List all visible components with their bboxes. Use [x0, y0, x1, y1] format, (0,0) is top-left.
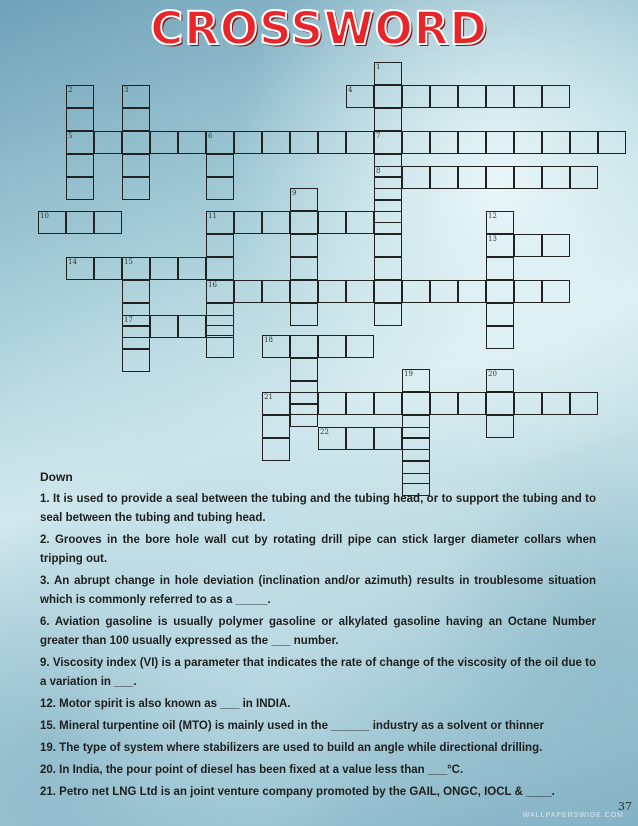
grid-cell[interactable] — [290, 234, 318, 257]
grid-cell[interactable] — [122, 154, 150, 177]
grid-cell[interactable] — [66, 177, 94, 200]
grid-cell[interactable] — [66, 85, 94, 108]
grid-cell[interactable] — [66, 211, 94, 234]
clue-number: 13 — [488, 235, 497, 243]
grid-cell[interactable] — [206, 234, 234, 257]
grid-cell[interactable] — [542, 85, 570, 108]
grid-cell[interactable] — [486, 166, 514, 189]
grid-cell[interactable] — [206, 315, 234, 338]
grid-cell[interactable] — [458, 131, 486, 154]
page-number: 37 — [618, 800, 632, 813]
clue-number: 22 — [320, 428, 329, 436]
grid-cell[interactable] — [402, 392, 430, 415]
grid-cell[interactable] — [150, 257, 178, 280]
grid-cell[interactable] — [486, 326, 514, 349]
grid-cell[interactable] — [290, 131, 318, 154]
grid-cell[interactable] — [486, 369, 514, 392]
grid-cell[interactable] — [346, 280, 374, 303]
grid-cell[interactable] — [66, 257, 94, 280]
grid-cell[interactable] — [486, 303, 514, 326]
grid-cell[interactable] — [290, 335, 318, 358]
grid-cell[interactable] — [402, 369, 430, 392]
grid-cell[interactable] — [374, 392, 402, 415]
clue-number: 21 — [264, 393, 273, 401]
clue-number: 9 — [292, 189, 297, 197]
grid-cell[interactable] — [122, 257, 150, 280]
clue-number: 20 — [488, 370, 497, 378]
page-title: CROSSWORD — [150, 2, 488, 55]
clue-down-3: 3. An abrupt change in hole deviation (inclination and/or azimuth) results in troublesome situation which is commonly referred to as a _____. — [40, 575, 596, 606]
grid-cell[interactable] — [290, 280, 318, 303]
grid-cell[interactable] — [66, 108, 94, 131]
clue-down-2: 2. Grooves in the bore hole wall cut by rotating drill pipe can stick larger diameter collars when tripping out. — [40, 534, 596, 565]
grid-cell[interactable] — [318, 131, 346, 154]
grid-cell[interactable] — [486, 392, 514, 415]
clue-number: 2 — [68, 86, 73, 94]
grid-cell[interactable] — [402, 427, 430, 450]
grid-cell[interactable] — [122, 349, 150, 372]
grid-cell[interactable] — [374, 427, 402, 450]
grid-cell[interactable] — [234, 280, 262, 303]
grid-cell[interactable] — [262, 335, 290, 358]
grid-cell[interactable] — [206, 335, 234, 358]
grid-cell[interactable] — [486, 211, 514, 234]
clue-number: 10 — [40, 212, 49, 220]
grid-cell[interactable] — [262, 438, 290, 461]
grid-cell[interactable] — [318, 335, 346, 358]
grid-cell[interactable] — [486, 415, 514, 438]
clue-down-21: 21. Petro net LNG Ltd is an joint venture company promoted by the GAIL, ONGC, IOCL & ____. — [40, 786, 555, 798]
grid-cell[interactable] — [570, 131, 598, 154]
grid-cell[interactable] — [262, 392, 290, 415]
clue-number: 4 — [348, 86, 353, 94]
grid-cell[interactable] — [570, 166, 598, 189]
grid-cell[interactable] — [542, 166, 570, 189]
grid-cell[interactable] — [486, 257, 514, 280]
grid-cell[interactable] — [234, 131, 262, 154]
grid-cell[interactable] — [206, 280, 234, 303]
grid-cell[interactable] — [402, 85, 430, 108]
grid-cell[interactable] — [514, 392, 542, 415]
grid-cell[interactable] — [122, 280, 150, 303]
grid-cell[interactable] — [346, 335, 374, 358]
grid-cell[interactable] — [94, 257, 122, 280]
grid-cell[interactable] — [402, 166, 430, 189]
grid-cell[interactable] — [458, 166, 486, 189]
clue-number: 12 — [488, 212, 497, 220]
grid-cell[interactable] — [94, 211, 122, 234]
grid-cell[interactable] — [402, 131, 430, 154]
grid-cell[interactable] — [430, 85, 458, 108]
grid-cell[interactable] — [122, 177, 150, 200]
grid-cell[interactable] — [374, 108, 402, 131]
grid-cell[interactable] — [374, 280, 402, 303]
grid-cell[interactable] — [374, 234, 402, 257]
grid-cell[interactable] — [94, 131, 122, 154]
grid-cell[interactable] — [458, 280, 486, 303]
grid-cell[interactable] — [458, 85, 486, 108]
clues-section — [40, 470, 596, 805]
grid-cell[interactable] — [542, 131, 570, 154]
grid-cell[interactable] — [430, 166, 458, 189]
clue-down-12: 12. Motor spirit is also known as ___ in INDIA. — [40, 698, 291, 710]
grid-cell[interactable] — [122, 315, 150, 338]
clue-number: 6 — [208, 132, 213, 140]
grid-cell[interactable] — [178, 131, 206, 154]
grid-cell[interactable] — [486, 85, 514, 108]
grid-cell[interactable] — [430, 131, 458, 154]
grid-cell[interactable] — [542, 234, 570, 257]
grid-cell[interactable] — [178, 315, 206, 338]
grid-cell[interactable] — [290, 211, 318, 234]
grid-cell[interactable] — [598, 131, 626, 154]
grid-cell[interactable] — [290, 392, 318, 415]
clue-number: 16 — [208, 281, 217, 289]
grid-cell[interactable] — [346, 392, 374, 415]
grid-cell[interactable] — [262, 415, 290, 438]
grid-cell[interactable] — [122, 131, 150, 154]
grid-cell[interactable] — [486, 131, 514, 154]
grid-cell[interactable] — [514, 85, 542, 108]
clue-number: 14 — [68, 258, 77, 266]
grid-cell[interactable] — [234, 211, 262, 234]
grid-cell[interactable] — [542, 280, 570, 303]
clue-down-15: 15. Mineral turpentine oil (MTO) is mainly used in the ______ industry as a solvent or thinner — [40, 720, 544, 732]
clue-number: 8 — [376, 167, 381, 175]
grid-cell[interactable] — [346, 85, 374, 108]
grid-cell[interactable] — [514, 166, 542, 189]
grid-cell[interactable] — [318, 427, 346, 450]
grid-cell[interactable] — [486, 234, 514, 257]
clue-down-6: 6. Aviation gasoline is usually polymer gasoline or alkylated gasoline having an Octane Number greater than 100 usually expressed as the ___ number. — [40, 616, 596, 647]
grid-cell[interactable] — [318, 392, 346, 415]
grid-cell[interactable] — [374, 85, 402, 108]
grid-cell[interactable] — [150, 131, 178, 154]
clue-number: 1 — [376, 63, 381, 71]
grid-cell[interactable] — [262, 131, 290, 154]
grid-cell[interactable] — [178, 257, 206, 280]
grid-cell[interactable] — [374, 131, 402, 154]
grid-cell[interactable] — [346, 131, 374, 154]
grid-cell[interactable] — [374, 211, 402, 234]
clue-down-1: 1. It is used to provide a seal between the tubing and the tubing head, or to support the tubing and to seal between the tubing and tubing head. — [40, 493, 596, 524]
grid-cell[interactable] — [66, 131, 94, 154]
grid-cell[interactable] — [374, 257, 402, 280]
grid-cell[interactable] — [206, 131, 234, 154]
clue-down-20: 20. In India, the pour point of diesel has been fixed at a value less than ___°C. — [40, 764, 464, 776]
clue-number: 7 — [376, 132, 381, 140]
grid-cell[interactable] — [206, 154, 234, 177]
grid-cell[interactable] — [430, 392, 458, 415]
grid-cell[interactable] — [262, 211, 290, 234]
grid-cell[interactable] — [318, 280, 346, 303]
clue-number: 15 — [124, 258, 133, 266]
grid-cell[interactable] — [514, 280, 542, 303]
grid-cell[interactable] — [514, 234, 542, 257]
grid-cell[interactable] — [150, 315, 178, 338]
grid-cell[interactable] — [514, 131, 542, 154]
clue-down-19: 19. The type of system where stabilizers are used to build an angle while directional drilling. — [40, 742, 543, 754]
grid-cell[interactable] — [66, 154, 94, 177]
clue-number: 3 — [124, 86, 129, 94]
clue-number: 19 — [404, 370, 413, 378]
grid-cell[interactable] — [206, 211, 234, 234]
grid-cell[interactable] — [122, 108, 150, 131]
grid-cell[interactable] — [122, 85, 150, 108]
grid-cell[interactable] — [486, 280, 514, 303]
grid-cell[interactable] — [374, 303, 402, 326]
grid-cell[interactable] — [38, 211, 66, 234]
grid-cell[interactable] — [374, 62, 402, 85]
clue-number: 5 — [68, 132, 73, 140]
grid-cell[interactable] — [542, 392, 570, 415]
grid-cell[interactable] — [290, 188, 318, 211]
clue-number: 17 — [124, 316, 133, 324]
watermark: WALLPAPERSWIDE.COM — [522, 812, 624, 819]
grid-cell[interactable] — [402, 280, 430, 303]
grid-cell[interactable] — [458, 392, 486, 415]
clue-number: 11 — [208, 212, 217, 220]
clue-down-9: 9. Viscosity index (VI) is a parameter that indicates the rate of change of the viscosity of the oil due to a variation in ___. — [40, 657, 596, 688]
grid-cell[interactable] — [206, 257, 234, 280]
grid-cell[interactable] — [262, 280, 290, 303]
grid-cell[interactable] — [290, 257, 318, 280]
grid-cell[interactable] — [318, 211, 346, 234]
grid-cell[interactable] — [346, 427, 374, 450]
grid-cell[interactable] — [374, 166, 402, 189]
clue-number: 18 — [264, 336, 273, 344]
grid-cell[interactable] — [290, 303, 318, 326]
down-heading: Down — [40, 470, 73, 484]
grid-cell[interactable] — [570, 392, 598, 415]
grid-cell[interactable] — [206, 177, 234, 200]
grid-cell[interactable] — [346, 211, 374, 234]
grid-cell[interactable] — [290, 358, 318, 381]
grid-cell[interactable] — [430, 280, 458, 303]
